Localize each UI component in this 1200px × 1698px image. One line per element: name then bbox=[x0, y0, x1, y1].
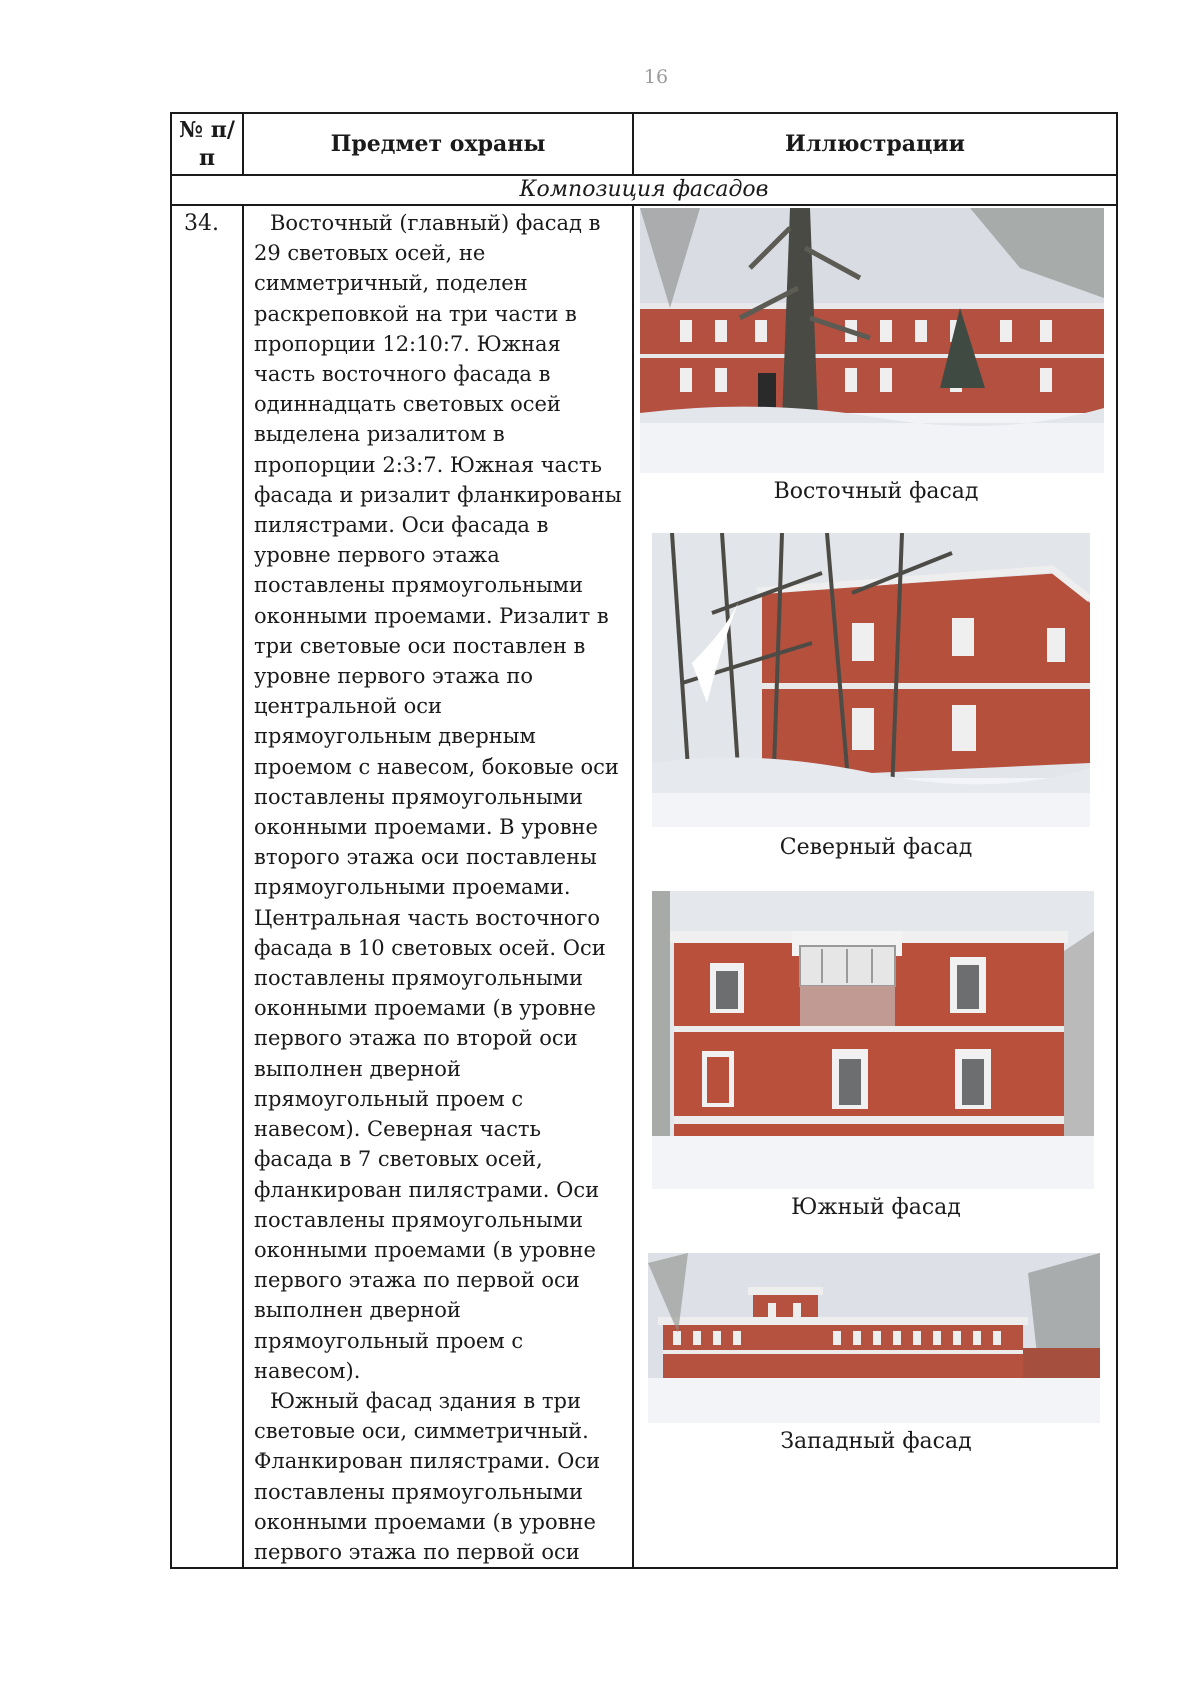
header-subject: Предмет охраны bbox=[243, 113, 633, 175]
photo-north-facade bbox=[652, 533, 1090, 827]
caption-south-facade: Южный фасад bbox=[791, 1195, 961, 1220]
photo-west-facade bbox=[648, 1253, 1100, 1423]
illustrations-cell bbox=[633, 205, 1117, 1568]
section-title: Композиция фасадов bbox=[171, 175, 1117, 205]
subject-cell bbox=[243, 205, 633, 1568]
page-number: 16 bbox=[643, 66, 669, 88]
row-number: 34. bbox=[171, 205, 243, 1568]
protection-table bbox=[170, 112, 1118, 1569]
section-row bbox=[171, 175, 1117, 205]
table-header-row bbox=[171, 113, 1117, 175]
header-number: № п/п bbox=[171, 113, 243, 175]
caption-west-facade: Западный фасад bbox=[780, 1429, 972, 1454]
table-row bbox=[171, 205, 1117, 1568]
photo-south-facade bbox=[652, 891, 1094, 1189]
photo-east-facade bbox=[640, 208, 1104, 473]
caption-north-facade: Северный фасад bbox=[779, 835, 973, 860]
header-illustrations: Иллюстрации bbox=[633, 113, 1117, 175]
subject-paragraph-east: Восточный (главный) фасад в 29 световых осей, не симметричный, поделен раскреповкой на три части в пропорции 12:10:7. Южная часть восточного фасада в одиннадцать световых осей выделена ризалитом в пропорции 2:3:7. Южная часть фасада и ризалит фланкированы пилястрами. Оси фасада в уровне первого этажа поставлены прямоугольными оконными проемами. Ризалит в три световые оси поставлен в уровне первого этажа по центральной оси прямоугольным дверным проемом с навесом, боковые оси поставлены прямоугольными оконными проемами. В уровне второго этажа оси поставлены прямоугольными проемами. Центральная часть восточного фасада в 10 световых осей. Оси поставлены прямоугольными оконными проемами (в уровне первого этажа по второй оси выполнен дверной прямоугольный проем с навесом). Северная часть фасада в 7 световых осей, фланкирован пилястрами. Оси поставлены прямоугольными оконными проемами (в уровне первого этажа по первой оси выполнен дверной прямоугольный проем с навесом). bbox=[254, 211, 622, 1383]
subject-paragraph-south: Южный фасад здания в три световые оси, симметричный. Фланкирован пилястрами. Оси поставлены прямоугольными оконными проемами (в уровне первого этажа по первой оси bbox=[254, 1388, 601, 1564]
caption-east-facade: Восточный фасад bbox=[773, 479, 979, 504]
